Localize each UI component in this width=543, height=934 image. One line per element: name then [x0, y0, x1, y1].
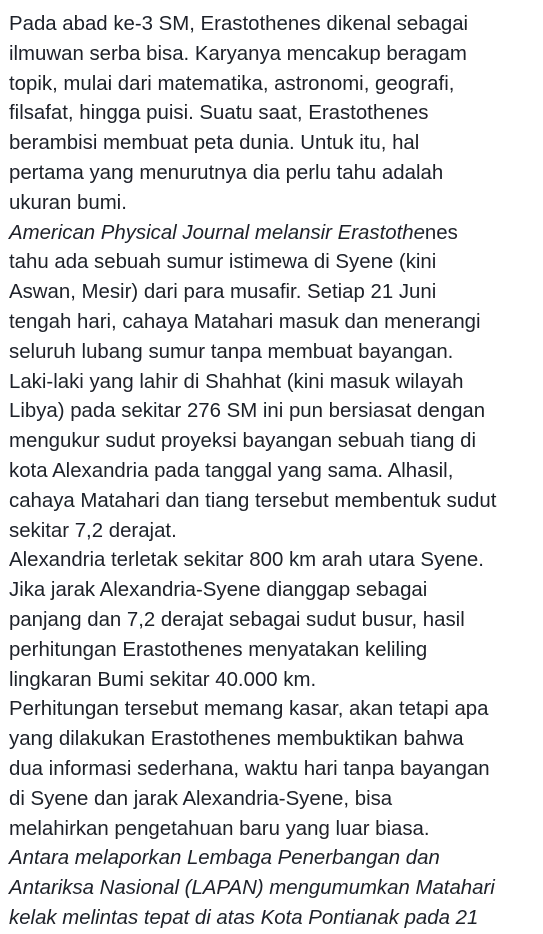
- source-citation: American Physical Journal melansir Erastothe: [9, 221, 425, 244]
- text-line: berambisi membuat peta dunia. Untuk itu, hal: [9, 132, 420, 155]
- text-line: perhitungan Erastothenes menyatakan keliling: [9, 638, 428, 661]
- text-line: dua informasi sederhana, waktu hari tanpa bayangan: [9, 757, 490, 780]
- text-line: yang dilakukan Erastothenes membuktikan bahwa: [9, 728, 464, 751]
- text-line: tahu ada sebuah sumur istimewa di Syene (kini: [9, 251, 437, 274]
- text-line: Laki-laki yang lahir di Shahhat (kini masuk wilayah: [9, 370, 464, 393]
- text-line: mengukur sudut proyeksi bayangan sebuah tiang di: [9, 430, 477, 453]
- text-line: Pada abad ke-3 SM, Erastothenes dikenal sebagai: [9, 13, 469, 35]
- article-body: [9, 0, 543, 929]
- text-line: Antariksa Nasional (LAPAN) mengumumkan Matahari: [9, 877, 495, 900]
- paragraph-syene-well: [9, 219, 543, 547]
- text-line: sekitar 7,2 derajat.: [9, 519, 177, 542]
- text-line: melahirkan pengetahuan baru yang luar biasa.: [9, 817, 430, 840]
- text-line: cahaya Matahari dan tiang tersebut membentuk sudut: [9, 489, 497, 512]
- text-line: Jika jarak Alexandria-Syene dianggap sebagai: [9, 579, 428, 602]
- paragraph-calculation: [9, 546, 543, 695]
- text-line: topik, mulai dari matematika, astronomi, geografi,: [9, 72, 455, 95]
- text-line: ukuran bumi.: [9, 191, 127, 214]
- text-line: ilmuwan serba bisa. Karyanya mencakup beragam: [9, 42, 467, 65]
- text-line: Perhitungan tersebut memang kasar, akan tetapi apa: [9, 698, 489, 721]
- text-line: panjang dan 7,2 derajat sebagai sudut busur, hasil: [9, 608, 465, 631]
- text-fragment: nes: [424, 221, 458, 244]
- text-line: pertama yang menurutnya dia perlu tahu adalah: [9, 161, 444, 184]
- text-line: tengah hari, cahaya Matahari masuk dan menerangi: [9, 310, 481, 333]
- text-line: seluruh lubang sumur tanpa membuat bayangan.: [9, 340, 454, 363]
- text-line: lingkaran Bumi sekitar 40.000 km.: [9, 668, 317, 691]
- paragraph-conclusion: [9, 695, 543, 844]
- paragraph-intro: [9, 10, 543, 219]
- text-line: di Syene dan jarak Alexandria-Syene, bisa: [9, 787, 393, 810]
- paragraph-lapan: [9, 844, 543, 929]
- text-line: Alexandria terletak sekitar 800 km arah utara Syene.: [9, 549, 484, 572]
- text-line: kota Alexandria pada tanggal yang sama. Alhasil,: [9, 459, 454, 482]
- text-line-partial: kelak melintas tepat di atas Kota Pontianak pada 21: [9, 906, 479, 929]
- text-line: filsafat, hingga puisi. Suatu saat, Erastothenes: [9, 102, 429, 125]
- text-line: Antara melaporkan Lembaga Penerbangan dan: [9, 847, 440, 870]
- text-line: Libya) pada sekitar 276 SM ini pun bersiasat dengan: [9, 400, 486, 423]
- text-line: Aswan, Mesir) dari para musafir. Setiap 21 Juni: [9, 281, 437, 304]
- text-line: [9, 219, 543, 249]
